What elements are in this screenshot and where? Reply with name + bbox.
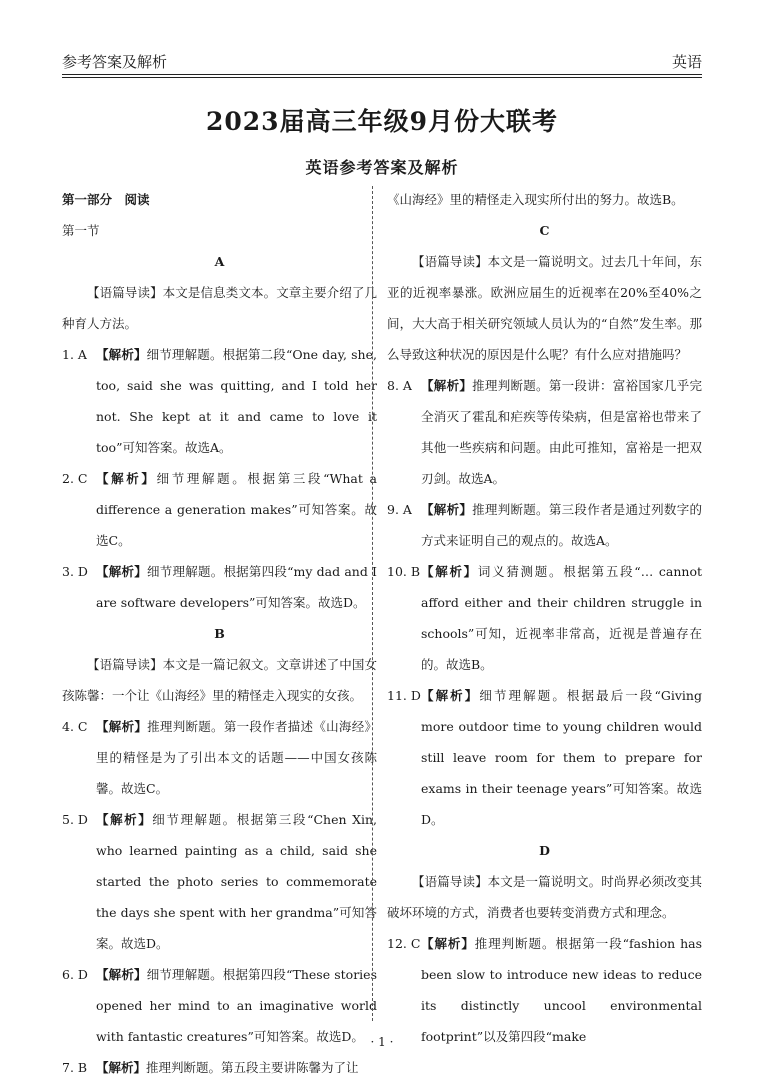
explanation-tag: 【解析】 (421, 564, 478, 579)
passage-heading: D (539, 843, 550, 858)
explanation-tag: 【解析】 (421, 502, 473, 517)
answer-number: 7. B (62, 1060, 88, 1075)
explanation-text: 词义猜测题。根据第五段“… cannot afford either and their children struggle in schools”可知，近视率非常高，近视是普遍存在的。故选B。 (421, 564, 702, 672)
header-subject-label: 英语 (671, 53, 702, 71)
passage-heading: A (214, 254, 225, 269)
section-heading: 第一节 (62, 223, 100, 238)
answer-explanation (96, 1052, 377, 1083)
answer-explanation (96, 463, 377, 556)
answer-item (62, 339, 377, 463)
answer-explanation (421, 680, 702, 835)
answer-number: 5. D (62, 812, 88, 827)
explanation-text: 细节理解题。根据第三段“What a difference a generation makes”可知答案。故选C。 (96, 471, 377, 548)
explanation-text: 细节理解题。根据最后一段“Giving more outdoor time to young children would still leave room for them to prepare for exams in their teenage years”可知答案。故选D。 (421, 688, 702, 827)
explanation-text: 推理判断题。第五段主要讲陈馨为了让 (146, 1060, 359, 1075)
answer-item (62, 1052, 377, 1083)
explanation-text: 细节理解题。根据第三段“Chen Xin, who learned painting as a child, said she started the photo series to commemorate the days she spent with her grandma”可知答案。故选D。 (96, 812, 377, 951)
answer-item (387, 680, 702, 835)
answer-explanation (96, 804, 377, 959)
passage-heading: C (539, 223, 550, 238)
answer-number: 8. A (387, 378, 412, 393)
explanation-tag: 【解析】 (96, 812, 153, 827)
explanation-text: 细节理解题。根据第二段“One day, she, too, said she was quitting, and I told her not. She kept at it and came to love it too”可知答案。故选A。 (96, 347, 377, 455)
explanation-text: 细节理解题。根据第四段“my dad and I are software developers”可知答案。故选D。 (96, 564, 377, 610)
page-number: · 1 · (370, 1035, 394, 1049)
part-heading: 第一部分 阅读 (62, 192, 150, 207)
explanation-text: 推理判断题。第一段作者描述《山海经》里的精怪是为了引出本文的话题——中国女孩陈馨。故选C。 (96, 719, 377, 796)
explanation-tag: 【解析】 (421, 688, 480, 703)
answer-item (62, 711, 377, 804)
right-column (387, 184, 702, 1052)
answer-item (387, 370, 702, 494)
explanation-tag: 【解析】 (96, 347, 147, 362)
continued-text: 《山海经》里的精怪走入现实所付出的努力。故选B。 (387, 192, 684, 207)
passage-heading: B (214, 626, 225, 641)
explanation-tag: 【解析】 (421, 378, 473, 393)
answer-item (387, 928, 702, 1052)
explanation-tag: 【解析】 (421, 936, 475, 951)
answer-explanation (96, 556, 377, 618)
answer-item (62, 556, 377, 618)
answer-explanation (421, 928, 702, 1052)
answer-number: 11. D (387, 688, 421, 703)
header-rule (62, 74, 702, 78)
page-header (62, 46, 702, 72)
answer-item (62, 463, 377, 556)
explanation-text: 推理判断题。第三段作者是通过列数字的方式来证明自己的观点的。故选A。 (421, 502, 702, 548)
answer-explanation (421, 556, 702, 680)
passage-intro: 【语篇导读】本文是一篇说明文。过去几十年间，东亚的近视率暴涨。欧洲应届生的近视率在20%至40%之间，大大高于相关研究领域人员认为的“自然”发生率。那么导致这种状况的原因是什么呢？有什么应对措施吗？ (387, 254, 702, 362)
passage-intro: 【语篇导读】本文是一篇记叙文。文章讲述了中国女孩陈馨：一个让《山海经》里的精怪走入现实的女孩。 (62, 657, 377, 703)
explanation-tag: 【解析】 (96, 967, 147, 982)
answer-item (387, 556, 702, 680)
column-divider (372, 186, 373, 1021)
answer-item (387, 494, 702, 556)
left-column (62, 184, 377, 1083)
answer-explanation (96, 339, 377, 463)
passage-intro: 【语篇导读】本文是信息类文本。文章主要介绍了几种育人方法。 (62, 285, 377, 331)
answer-number: 1. A (62, 347, 87, 362)
explanation-tag: 【解析】 (96, 719, 148, 734)
answer-explanation (421, 370, 702, 494)
answer-number: 3. D (62, 564, 88, 579)
answer-number: 6. D (62, 967, 88, 982)
explanation-text: 推理判断题。第一段讲：富裕国家几乎完全消灭了霍乱和疟疾等传染病，但是富裕也带来了其他一些疾病和问题。由此可推知，富裕是一把双刃剑。故选A。 (421, 378, 702, 486)
explanation-text: 细节理解题。根据第四段“These stories opened her mind to an imaginative world with fantastic creatures”可知答案。故选D。 (96, 967, 377, 1044)
explanation-tag: 【解析】 (96, 564, 147, 579)
explanation-tag: 【解析】 (96, 1060, 147, 1075)
answer-number: 12. C (387, 936, 421, 951)
answer-number: 4. C (62, 719, 88, 734)
document-subtitle: 英语参考答案及解析 (305, 158, 459, 177)
explanation-tag: 【解析】 (96, 471, 157, 486)
answer-explanation (96, 711, 377, 804)
answer-explanation (421, 494, 702, 556)
header-left-label: 参考答案及解析 (62, 53, 168, 71)
answer-item (62, 804, 377, 959)
answer-number: 2. C (62, 471, 88, 486)
answer-number: 9. A (387, 502, 412, 517)
answer-number: 10. B (387, 564, 421, 579)
explanation-text: 推理判断题。根据第一段“fashion has been slow to introduce new ideas to reduce its distinctly uncool environmental footprint”以及第四段“make (421, 936, 702, 1044)
document-title: 2023届高三年级9月份大联考 (206, 107, 558, 136)
passage-intro: 【语篇导读】本文是一篇说明文。时尚界必须改变其破坏环境的方式，消费者也要转变消费方式和理念。 (387, 874, 702, 920)
